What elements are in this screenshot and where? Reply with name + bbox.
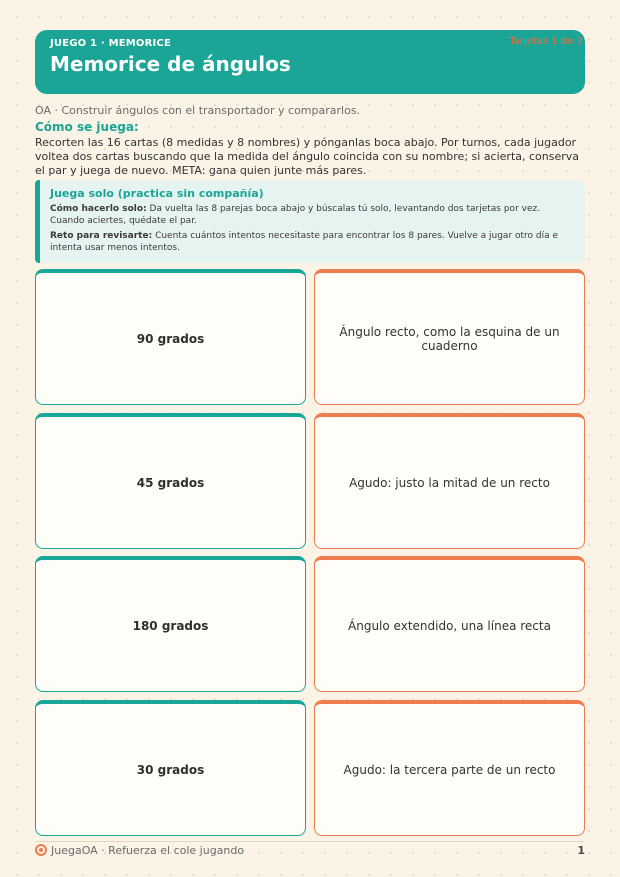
page-number: 1 xyxy=(577,843,585,857)
measure-card: 30 grados xyxy=(35,700,306,836)
sheet-tag: Tarjetas 1 de 3 xyxy=(509,36,583,47)
solo-challenge-text: Cuenta cuántos intentos necesitaste para encontrar los 8 pares. Vuelve a jugar otro día e intenta usar menos intentos. xyxy=(50,231,559,253)
solo-how-paragraph xyxy=(50,203,575,227)
solo-challenge-label: Reto para revisarte: xyxy=(50,231,153,241)
measure-card: 90 grados xyxy=(35,269,306,405)
footer-divider xyxy=(35,841,585,842)
name-card: Ángulo extendido, una línea recta xyxy=(314,556,585,692)
measure-card: 45 grados xyxy=(35,413,306,549)
page-title: Memorice de ángulos xyxy=(50,52,291,76)
solo-play-box xyxy=(35,180,585,263)
brand-logo-icon xyxy=(35,844,47,856)
game-kicker: JUEGO 1 · MEMORICE xyxy=(50,38,172,49)
learning-objective: OA · Construir ángulos con el transportador y compararlos. xyxy=(35,104,361,117)
page-footer xyxy=(35,843,585,857)
how-to-play-heading: Cómo se juega: xyxy=(35,120,139,134)
name-card: Agudo: la tercera parte de un recto xyxy=(314,700,585,836)
solo-how-label: Cómo hacerlo solo: xyxy=(50,204,147,214)
footer-brand: JuegaOA · Refuerza el cole jugando xyxy=(51,843,245,857)
solo-play-heading: Juega solo (practica sin compañía) xyxy=(50,187,264,200)
measure-card: 180 grados xyxy=(35,556,306,692)
how-to-play-text: Recorten las 16 cartas (8 medidas y 8 nombres) y pónganlas boca abajo. Por turnos, cada jugador voltea dos cartas buscando que la medida del ángulo coincida con su nombre; si acierta, conserva el par y juega de nuevo. META: gana quien junte más pares. xyxy=(35,136,580,177)
name-card: Agudo: justo la mitad de un recto xyxy=(314,413,585,549)
solo-challenge-paragraph xyxy=(50,230,575,254)
game-header xyxy=(35,30,585,94)
solo-how-text: Da vuelta las 8 parejas boca abajo y búscalas tú solo, levantando dos tarjetas por vez. Cuando aciertes, quédate el par. xyxy=(50,204,541,226)
name-card: Ángulo recto, como la esquina de un cuaderno xyxy=(314,269,585,405)
